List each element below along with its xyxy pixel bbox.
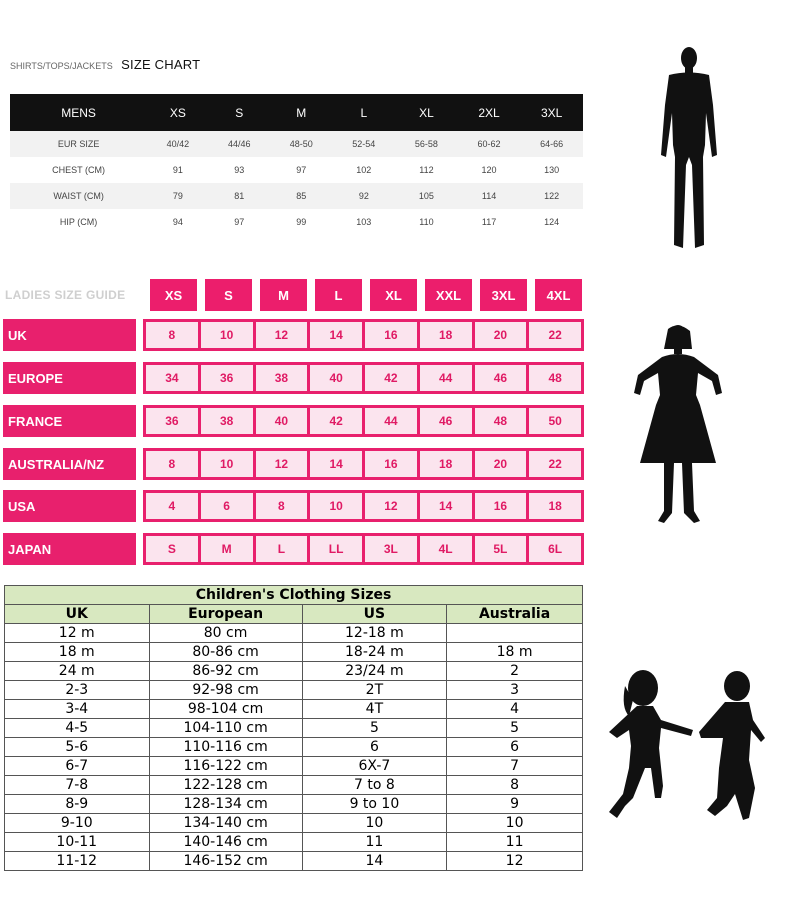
ladies-size-cell: 34 bbox=[146, 365, 198, 391]
children-table-row bbox=[5, 643, 583, 662]
children-table-cell: 128-134 cm bbox=[149, 795, 302, 814]
children-table-cell: 110-116 cm bbox=[149, 738, 302, 757]
ladies-size-cell: 40 bbox=[310, 365, 362, 391]
mens-corner-header: MENS bbox=[10, 94, 147, 131]
ladies-row-label: AUSTRALIA/NZ bbox=[3, 448, 136, 480]
children-table-cell: 7 to 8 bbox=[302, 776, 447, 795]
children-table-cell: 6 bbox=[447, 738, 583, 757]
ladies-size-cell: 4 bbox=[146, 493, 198, 519]
ladies-size-cell: 18 bbox=[420, 451, 472, 477]
mens-table-cell: 105 bbox=[395, 183, 458, 209]
mens-header-row bbox=[10, 94, 583, 131]
children-table-row bbox=[5, 662, 583, 681]
mens-size-header: XL bbox=[395, 94, 458, 131]
mens-table-cell: 93 bbox=[234, 165, 245, 175]
children-table-row bbox=[5, 833, 583, 852]
ladies-row-label: FRANCE bbox=[3, 405, 136, 437]
children-table-cell: 10 bbox=[447, 814, 583, 833]
children-table-row bbox=[5, 738, 583, 757]
mens-table-cell: 103 bbox=[356, 217, 372, 227]
ladies-size-cell: 20 bbox=[475, 451, 527, 477]
ladies-size-cell: 16 bbox=[365, 451, 417, 477]
children-table-cell: 9 to 10 bbox=[302, 795, 447, 814]
mens-table-cell: 79 bbox=[147, 183, 208, 209]
ladies-size-cell: 8 bbox=[256, 493, 308, 519]
children-table-cell: 24 m bbox=[5, 662, 150, 681]
children-table-cell: 5 bbox=[447, 719, 583, 738]
ladies-size-header: 4XL bbox=[535, 279, 582, 311]
ladies-size-cell: LL bbox=[310, 536, 362, 562]
ladies-size-cell: 48 bbox=[529, 365, 581, 391]
children-column-header: Australia bbox=[447, 605, 583, 624]
children-table-cell: 4T bbox=[302, 700, 447, 719]
ladies-size-cell: 44 bbox=[365, 408, 417, 434]
ladies-size-cell: 22 bbox=[529, 322, 581, 348]
ladies-size-cell: 18 bbox=[529, 493, 581, 519]
ladies-size-cell: 42 bbox=[310, 408, 362, 434]
children-table-row bbox=[5, 814, 583, 833]
mens-table-cell: 110 bbox=[419, 217, 434, 227]
children-table-cell: 6 bbox=[302, 738, 447, 757]
children-table-cell: 122-128 cm bbox=[149, 776, 302, 795]
mens-table-cell: 44/46 bbox=[209, 131, 270, 157]
man-silhouette-icon bbox=[655, 45, 723, 250]
children-table-cell: 10 bbox=[302, 814, 447, 833]
mens-table-cell: 117 bbox=[481, 217, 497, 227]
children-table-cell: 2 bbox=[447, 662, 583, 681]
ladies-size-header: XXL bbox=[425, 279, 472, 311]
ladies-size-cell: L bbox=[256, 536, 308, 562]
children-table-cell: 7-8 bbox=[5, 776, 150, 795]
children-table-row bbox=[5, 795, 583, 814]
ladies-row-values bbox=[143, 490, 584, 522]
mens-table-cell: 52-54 bbox=[333, 131, 396, 157]
children-table-cell: 8-9 bbox=[5, 795, 150, 814]
mens-table-cell: 81 bbox=[209, 183, 270, 209]
children-table-cell: 98-104 cm bbox=[149, 700, 302, 719]
ladies-size-header: 3XL bbox=[480, 279, 527, 311]
ladies-row-values bbox=[143, 319, 584, 351]
mens-table-row bbox=[10, 131, 583, 157]
children-table-cell: 7 bbox=[447, 757, 583, 776]
ladies-size-header: XS bbox=[150, 279, 197, 311]
ladies-row-label: JAPAN bbox=[3, 533, 136, 565]
children-table-cell: 6-7 bbox=[5, 757, 150, 776]
ladies-row-values bbox=[143, 362, 584, 394]
children-column-header: US bbox=[302, 605, 447, 624]
mens-size-header: 3XL bbox=[520, 94, 583, 131]
children-table-cell: 14 bbox=[302, 852, 447, 871]
ladies-size-cell: 48 bbox=[475, 408, 527, 434]
children-table-cell: 3 bbox=[447, 681, 583, 700]
children-table-cell: 86-92 cm bbox=[149, 662, 302, 681]
children-table-row bbox=[5, 757, 583, 776]
mens-table-row bbox=[10, 209, 583, 235]
mens-table-row bbox=[10, 183, 583, 209]
mens-size-header: M bbox=[270, 94, 333, 131]
ladies-size-cell: 46 bbox=[475, 365, 527, 391]
ladies-size-cell: 20 bbox=[475, 322, 527, 348]
ladies-size-cell: S bbox=[146, 536, 198, 562]
children-table-row bbox=[5, 852, 583, 871]
children-table-cell: 92-98 cm bbox=[149, 681, 302, 700]
mens-table-cell: 102 bbox=[356, 165, 372, 175]
ladies-size-cell: 16 bbox=[475, 493, 527, 519]
ladies-size-cell: 6 bbox=[201, 493, 253, 519]
mens-table-cell: 122 bbox=[520, 183, 583, 209]
children-column-header: European bbox=[149, 605, 302, 624]
mens-table-cell: 97 bbox=[296, 165, 307, 175]
ladies-size-header: M bbox=[260, 279, 307, 311]
mens-size-header: XS bbox=[147, 94, 208, 131]
children-table-cell: 104-110 cm bbox=[149, 719, 302, 738]
ladies-size-cell: 3L bbox=[365, 536, 417, 562]
children-table-cell: 11-12 bbox=[5, 852, 150, 871]
children-table-cell: 3-4 bbox=[5, 700, 150, 719]
ladies-size-cell: 38 bbox=[201, 408, 253, 434]
ladies-size-cell: 14 bbox=[310, 451, 362, 477]
ladies-size-cell: 12 bbox=[256, 451, 308, 477]
children-table-cell: 4 bbox=[447, 700, 583, 719]
children-table-cell: 2-3 bbox=[5, 681, 150, 700]
children-column-header: UK bbox=[5, 605, 150, 624]
children-table-cell: 116-122 cm bbox=[149, 757, 302, 776]
children-table-cell: 4-5 bbox=[5, 719, 150, 738]
mens-row-label: EUR SIZE bbox=[10, 131, 147, 157]
mens-size-header: 2XL bbox=[458, 94, 521, 131]
children-table-cell: 18-24 m bbox=[302, 643, 447, 662]
children-table-cell: 5-6 bbox=[5, 738, 150, 757]
mens-table-row bbox=[10, 157, 583, 183]
mens-table-cell: 94 bbox=[172, 217, 183, 227]
mens-title: SIZE CHART bbox=[121, 57, 201, 72]
ladies-size-cell: 6L bbox=[529, 536, 581, 562]
ladies-size-cell: 44 bbox=[420, 365, 472, 391]
children-silhouette-icon bbox=[603, 668, 769, 828]
ladies-size-cell: M bbox=[201, 536, 253, 562]
children-table-cell: 6X-7 bbox=[302, 757, 447, 776]
mens-table-cell: 64-66 bbox=[520, 131, 583, 157]
woman-silhouette-icon bbox=[628, 323, 728, 528]
ladies-size-cell: 14 bbox=[420, 493, 472, 519]
mens-table-cell: 60-62 bbox=[458, 131, 521, 157]
mens-table-cell: 91 bbox=[172, 165, 183, 175]
ladies-size-cell: 36 bbox=[146, 408, 198, 434]
ladies-row-label: USA bbox=[3, 490, 136, 522]
ladies-size-cell: 4L bbox=[420, 536, 472, 562]
ladies-row-values bbox=[143, 533, 584, 565]
mens-table-cell: 99 bbox=[296, 217, 307, 227]
mens-table-cell: 120 bbox=[481, 165, 497, 175]
ladies-size-cell: 40 bbox=[256, 408, 308, 434]
ladies-row-values bbox=[143, 405, 584, 437]
mens-size-header: L bbox=[333, 94, 396, 131]
ladies-size-cell: 12 bbox=[256, 322, 308, 348]
ladies-size-cell: 8 bbox=[146, 322, 198, 348]
ladies-size-cell: 18 bbox=[420, 322, 472, 348]
ladies-row-label: UK bbox=[3, 319, 136, 351]
mens-table-cell: 85 bbox=[270, 183, 333, 209]
mens-table-cell: 124 bbox=[544, 217, 560, 227]
children-table-cell: 2T bbox=[302, 681, 447, 700]
mens-table-cell: 97 bbox=[234, 217, 245, 227]
children-table-cell: 10-11 bbox=[5, 833, 150, 852]
ladies-size-cell: 50 bbox=[529, 408, 581, 434]
children-table-cell: 12 m bbox=[5, 624, 150, 643]
ladies-size-header: S bbox=[205, 279, 252, 311]
mens-table-cell: 130 bbox=[544, 165, 560, 175]
children-table-cell: 9-10 bbox=[5, 814, 150, 833]
ladies-size-cell: 36 bbox=[201, 365, 253, 391]
mens-table-cell: 48-50 bbox=[270, 131, 333, 157]
children-table-row bbox=[5, 681, 583, 700]
children-table-cell: 80 cm bbox=[149, 624, 302, 643]
children-table-cell: 80-86 cm bbox=[149, 643, 302, 662]
children-table-cell: 9 bbox=[447, 795, 583, 814]
mens-subtitle: SHIRTS/TOPS/JACKETS bbox=[10, 61, 113, 71]
children-title: Children's Clothing Sizes bbox=[5, 586, 583, 605]
children-table-row bbox=[5, 700, 583, 719]
children-table-cell: 18 m bbox=[5, 643, 150, 662]
children-header-row bbox=[5, 605, 583, 624]
ladies-size-cell: 46 bbox=[420, 408, 472, 434]
mens-row-label: HIP (CM) bbox=[59, 217, 98, 227]
children-table-row bbox=[5, 719, 583, 738]
ladies-title: LADIES SIZE GUIDE bbox=[5, 288, 126, 302]
children-table-cell: 18 m bbox=[447, 643, 583, 662]
children-table-cell: 12-18 m bbox=[302, 624, 447, 643]
children-table-cell: 11 bbox=[302, 833, 447, 852]
children-table-cell: 5 bbox=[302, 719, 447, 738]
children-table-cell: 146-152 cm bbox=[149, 852, 302, 871]
mens-size-header: S bbox=[209, 94, 270, 131]
mens-table-cell: 56-58 bbox=[395, 131, 458, 157]
ladies-size-cell: 38 bbox=[256, 365, 308, 391]
mens-row-label: CHEST (CM) bbox=[52, 165, 106, 175]
mens-heading bbox=[10, 56, 200, 74]
mens-table-cell: 112 bbox=[419, 165, 434, 175]
ladies-size-cell: 10 bbox=[201, 322, 253, 348]
ladies-size-cell: 14 bbox=[310, 322, 362, 348]
children-table-cell: 8 bbox=[447, 776, 583, 795]
ladies-row-label: EUROPE bbox=[3, 362, 136, 394]
ladies-row-values bbox=[143, 448, 584, 480]
children-table-cell: 134-140 cm bbox=[149, 814, 302, 833]
ladies-size-cell: 16 bbox=[365, 322, 417, 348]
children-table-row bbox=[5, 624, 583, 643]
ladies-size-cell: 10 bbox=[310, 493, 362, 519]
ladies-size-header: L bbox=[315, 279, 362, 311]
mens-size-table bbox=[10, 94, 583, 235]
mens-table-cell: 92 bbox=[333, 183, 396, 209]
mens-table-cell: 40/42 bbox=[147, 131, 208, 157]
ladies-size-cell: 22 bbox=[529, 451, 581, 477]
ladies-size-cell: 42 bbox=[365, 365, 417, 391]
mens-row-label: WAIST (CM) bbox=[10, 183, 147, 209]
children-table-cell: 12 bbox=[447, 852, 583, 871]
children-table-cell: 140-146 cm bbox=[149, 833, 302, 852]
children-table-row bbox=[5, 776, 583, 795]
children-table-cell: 23/24 m bbox=[302, 662, 447, 681]
ladies-size-header: XL bbox=[370, 279, 417, 311]
children-size-table bbox=[4, 585, 583, 871]
ladies-size-cell: 10 bbox=[201, 451, 253, 477]
ladies-size-cell: 12 bbox=[365, 493, 417, 519]
children-table-cell: 11 bbox=[447, 833, 583, 852]
ladies-size-cell: 5L bbox=[475, 536, 527, 562]
children-table-cell bbox=[447, 624, 583, 643]
mens-table-cell: 114 bbox=[458, 183, 521, 209]
ladies-size-cell: 8 bbox=[146, 451, 198, 477]
